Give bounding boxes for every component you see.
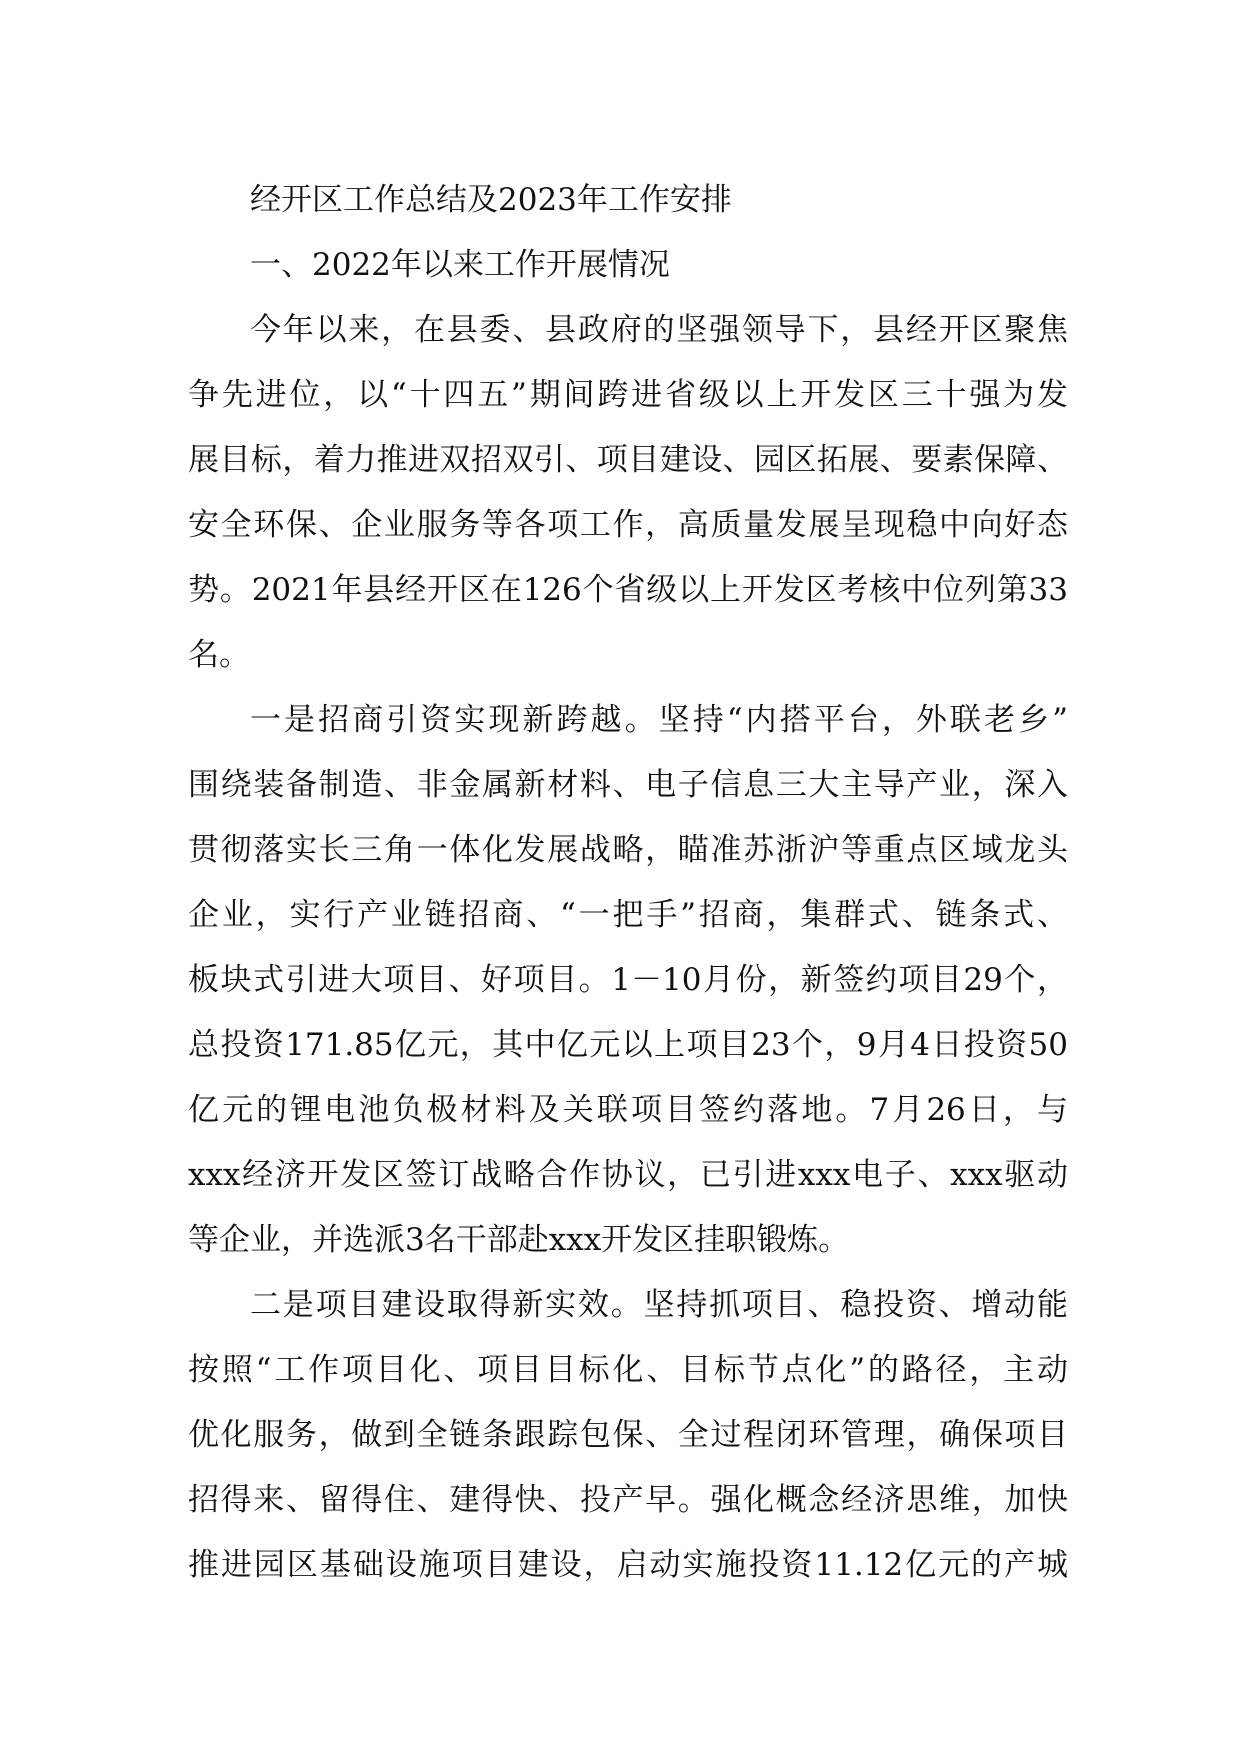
paragraph-line: 展目标，着力推进双招双引、项目建设、园区拓展、要素保障、 xyxy=(188,442,1068,478)
paragraph-3 xyxy=(188,1273,1068,1598)
paragraph-line: 安全环保、企业服务等各项工作，高质量发展呈现稳中向好态 xyxy=(188,507,1068,543)
paragraph-line: 名。 xyxy=(188,637,250,673)
paragraph-line: 等企业，并选派3名干部赴xxx开发区挂职锻炼。 xyxy=(188,1222,850,1258)
paragraph-line: 势。2021年县经开区在126个省级以上开发区考核中位列第33 xyxy=(188,572,1068,608)
paragraph-line: 亿元的锂电池负极材料及关联项目签约落地。7月26日，与 xyxy=(188,1092,1068,1128)
paragraph-line: 今年以来，在县委、县政府的坚强领导下，县经开区聚焦 xyxy=(250,312,1068,348)
paragraph-line: 总投资171.85亿元，其中亿元以上项目23个，9月4日投资50 xyxy=(188,1027,1068,1063)
section-heading: 一、2022年以来工作开展情况 xyxy=(250,247,670,283)
paragraph-2 xyxy=(188,688,1068,1273)
paragraph-line: 一是招商引资实现新跨越。坚持“内搭平台，外联老乡” xyxy=(250,702,1068,738)
paragraph-line: xxx经济开发区签订战略合作协议，已引进xxx电子、xxx驱动 xyxy=(188,1157,1068,1193)
paragraph-line: 招得来、留得住、建得快、投产早。强化概念经济思维，加快 xyxy=(188,1482,1068,1518)
paragraph-line: 企业，实行产业链招商、“一把手”招商，集群式、链条式、 xyxy=(188,897,1068,933)
document-title: 经开区工作总结及2023年工作安排 xyxy=(250,182,732,218)
paragraph-1 xyxy=(188,298,1068,688)
document-body xyxy=(188,168,1068,1598)
paragraph-line: 争先进位，以“十四五”期间跨进省级以上开发区三十强为发 xyxy=(188,377,1068,413)
paragraph-line: 优化服务，做到全链条跟踪包保、全过程闭环管理，确保项目 xyxy=(188,1417,1068,1453)
paragraph-line: 板块式引进大项目、好项目。1－10月份，新签约项目29个， xyxy=(188,962,1068,998)
paragraph-line: 按照“工作项目化、项目目标化、目标节点化”的路径，主动 xyxy=(188,1352,1068,1388)
paragraph-line: 贯彻落实长三角一体化发展战略，瞄准苏浙沪等重点区域龙头 xyxy=(188,832,1068,868)
paragraph-line: 二是项目建设取得新实效。坚持抓项目、稳投资、增动能 xyxy=(250,1287,1068,1323)
paragraph-line: 推进园区基础设施项目建设，启动实施投资11.12亿元的产城 xyxy=(188,1547,1068,1583)
paragraph-line: 围绕装备制造、非金属新材料、电子信息三大主导产业，深入 xyxy=(188,767,1068,803)
